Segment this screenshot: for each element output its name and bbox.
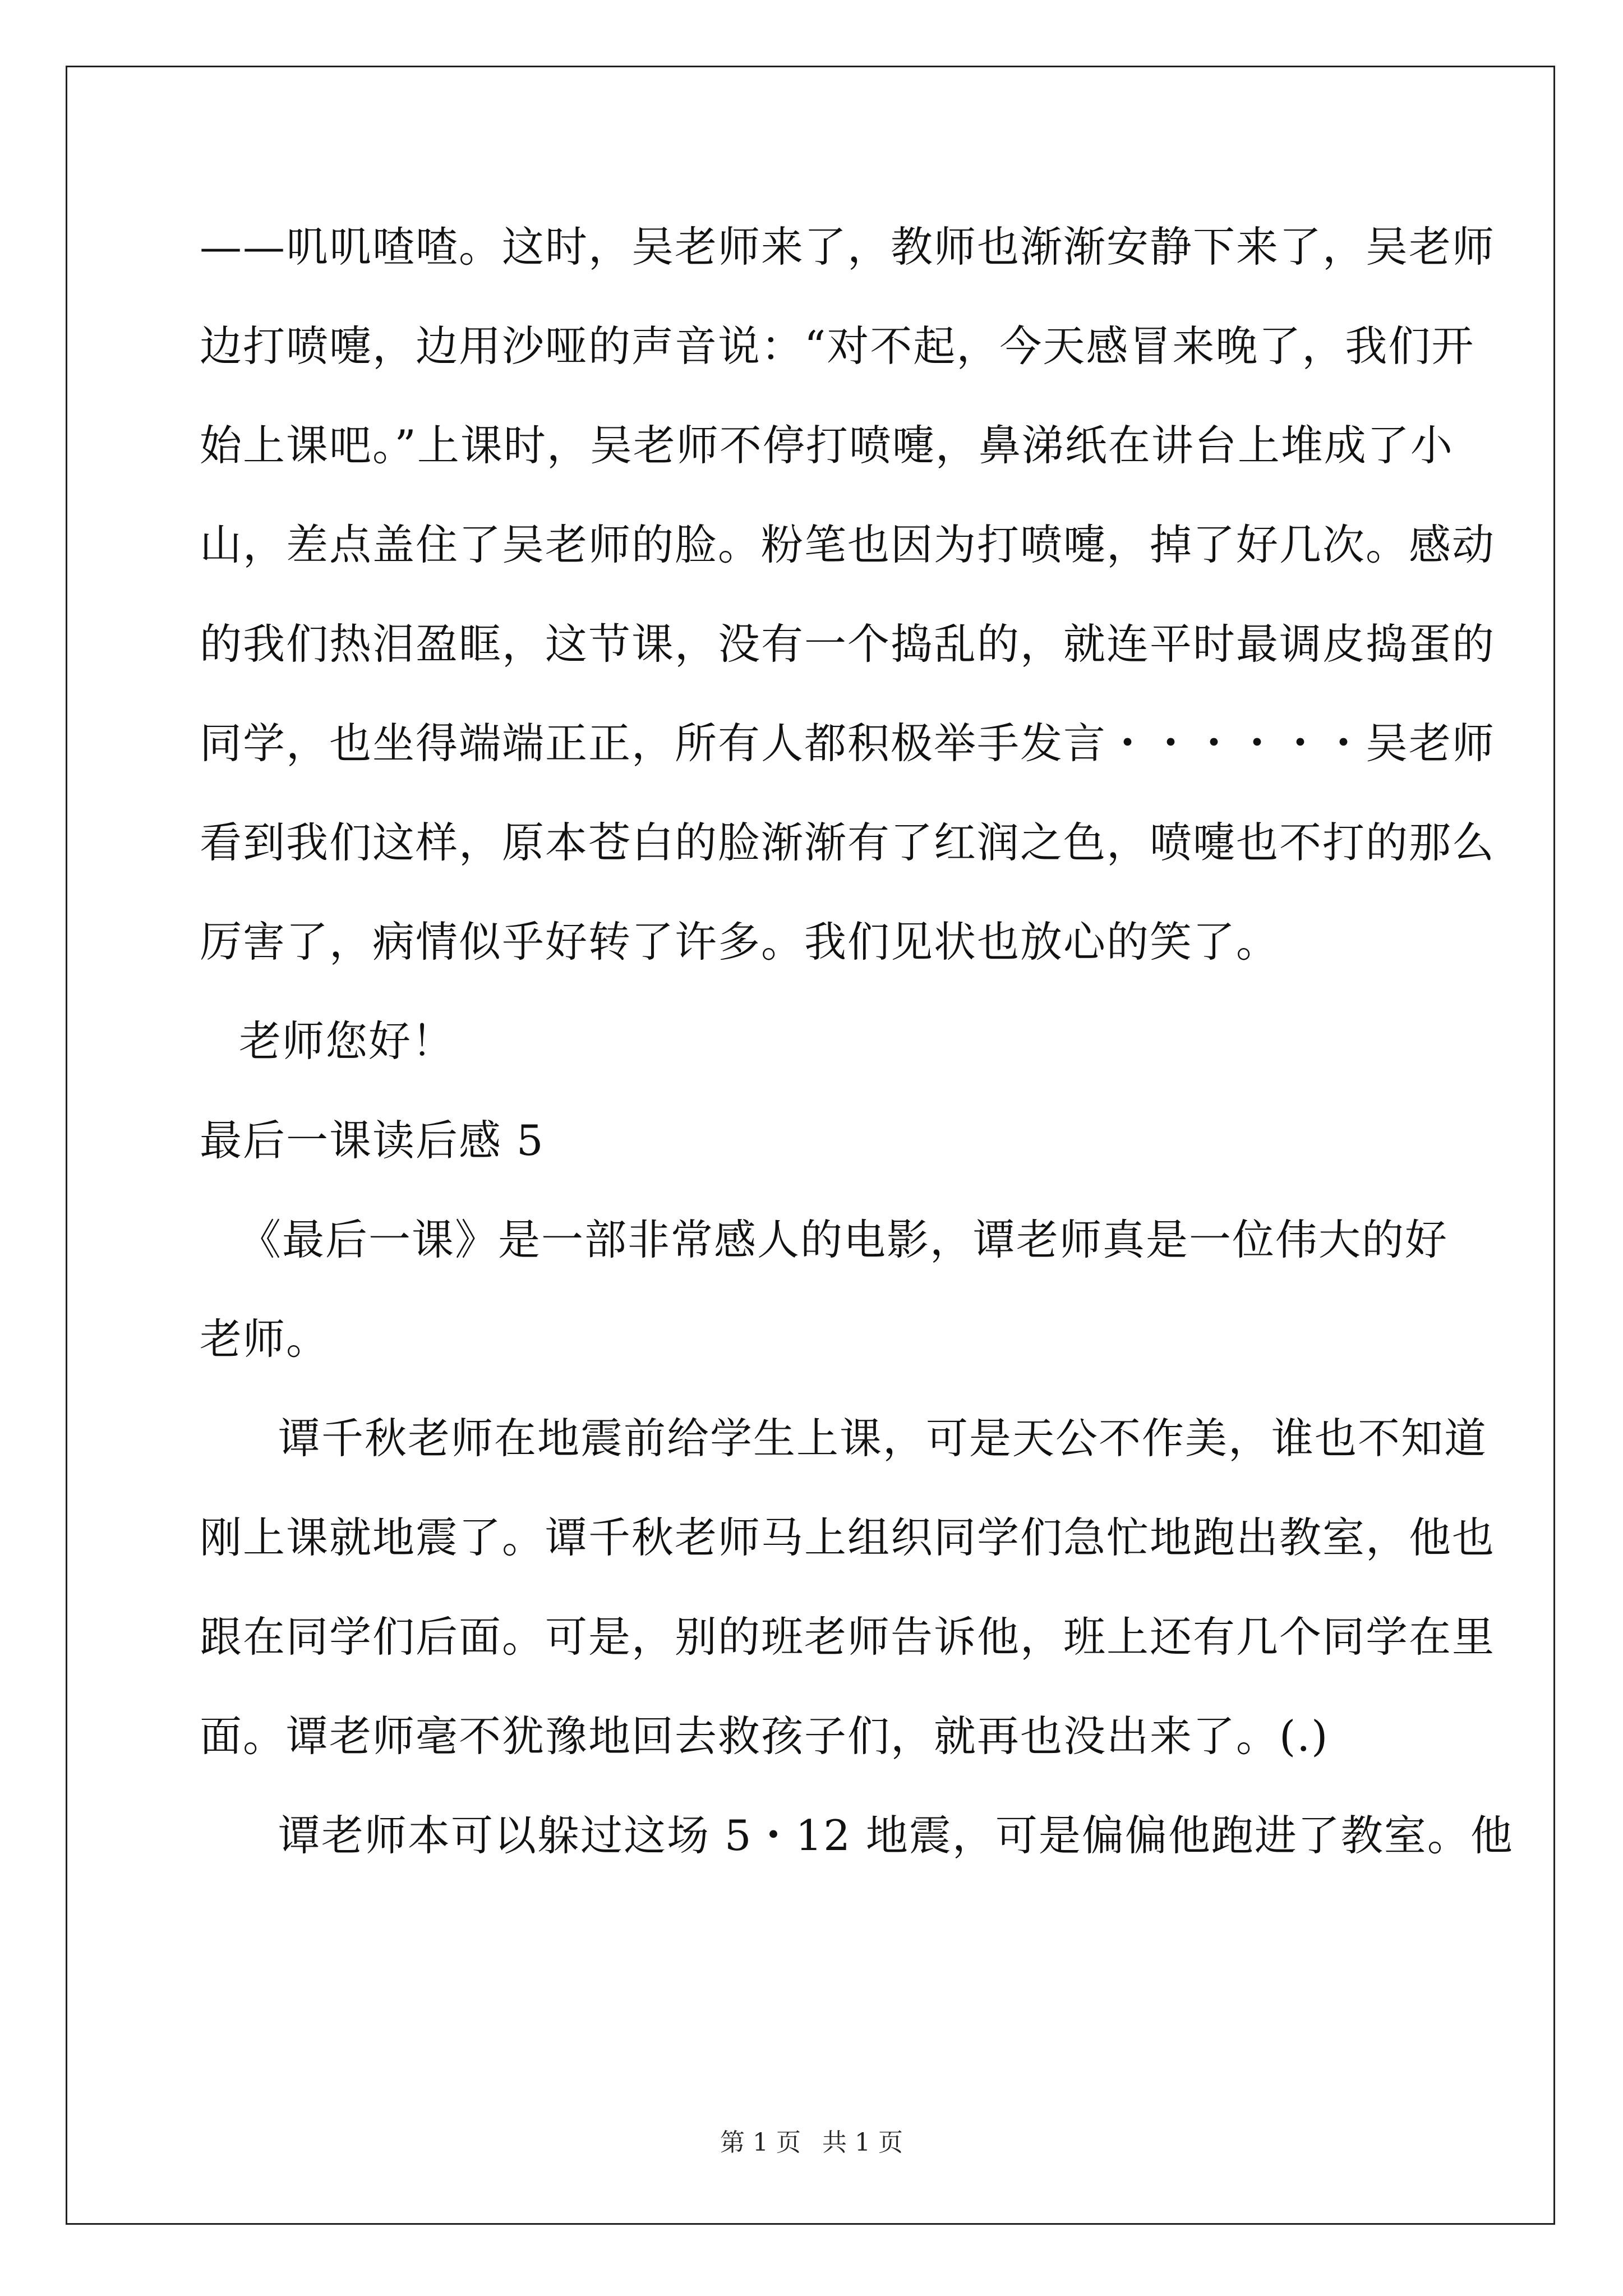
text-line: 厉害了，病情似乎好转了许多。我们见状也放心的笑了。 [200,917,1280,967]
text-line: 的我们热泪盈眶，这节课，没有一个捣乱的，就连平时最调皮捣蛋的 [200,619,1496,669]
page-total: 共 1 页 [822,2128,903,2157]
page-footer [0,2126,1623,2160]
text-line: 《最后一课》是一部非常感人的电影，谭老师真是一位伟大的好 [239,1215,1449,1264]
text-line: 谭老师本可以躲过这场 5・12 地震，可是偏偏他跑进了教室。他 [278,1811,1514,1860]
section-heading: 最后一课读后感 5 [200,1116,545,1165]
text-line: 始上课吧。”上课时，吴老师不停打喷嚏，鼻涕纸在讲台上堆成了小 [200,421,1454,470]
text-line: 看到我们这样，原本苍白的脸渐渐有了红润之色，喷嚏也不打的那么 [200,818,1496,867]
text-line: 山，差点盖住了吴老师的脸。粉笔也因为打喷嚏，掉了好几次。感动 [200,520,1496,569]
text-line: 谭千秋老师在地震前给学生上课，可是天公不作美，谁也不知道 [278,1414,1488,1463]
salutation: 老师您好！ [239,1016,455,1066]
text-line: 老师。 [200,1314,330,1364]
text-line: 边打喷嚏，边用沙哑的声音说：“对不起，今天感冒来晚了，我们开 [200,321,1475,371]
page-number: 第 1 页 [720,2128,801,2157]
text-line: 跟在同学们后面。可是，别的班老师告诉他，班上还有几个同学在里 [200,1612,1496,1662]
text-line: 面。谭老师毫不犹豫地回去救孩子们，就再也没出来了。(.) [200,1711,1329,1761]
text-line: 同学，也坐得端端正正，所有人都积极举手发言・・・・・・吴老师 [200,719,1496,768]
text-line: 刚上课就地震了。谭千秋老师马上组织同学们急忙地跑出教室，他也 [200,1513,1496,1562]
text-line: ——叽叽喳喳。这时，吴老师来了，教师也渐渐安静下来了，吴老师 [200,222,1496,272]
